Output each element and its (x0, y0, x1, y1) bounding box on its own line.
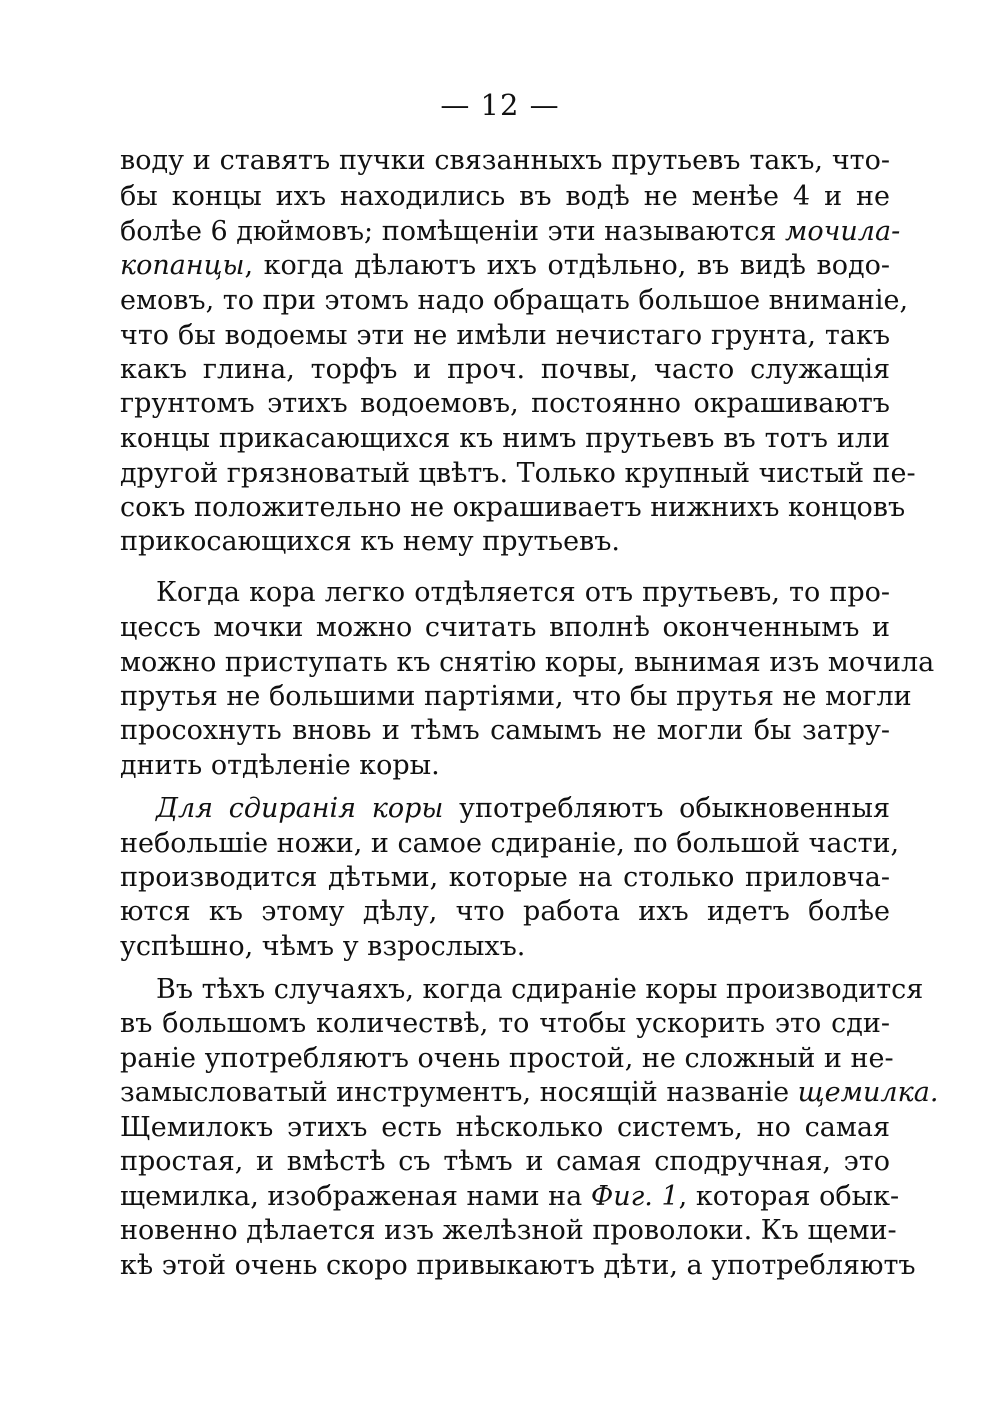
text-line: замысловатый инструментъ, носящій названіе щемилка. (120, 1077, 939, 1108)
text-line: простая, и вмѣстѣ съ тѣмъ и самая сподручная, это (120, 1146, 890, 1177)
term-mochila: мочила- (784, 216, 901, 247)
text-line: щемилка, изображеная нами на Фиг. 1, которая обык- (120, 1181, 900, 1212)
text-line: прутья не большими партіями, что бы прутья не могли (120, 681, 912, 712)
text-line: бы концы ихъ находились въ водѣ не менѣе 4 и не (120, 181, 890, 212)
text-line: просохнуть вновь и тѣмъ самымъ не могли бы затру- (120, 715, 890, 746)
term-kopantsy: копанцы (120, 250, 245, 281)
text-line: Въ тѣхъ случаяхъ, когда сдираніе коры производится (156, 974, 924, 1005)
text-line: Когда кора легко отдѣляется отъ прутьевъ, то про- (156, 577, 890, 608)
text-line: новенно дѣлается изъ желѣзной проволоки. Къ щеми- (120, 1215, 897, 1246)
text-line: успѣшно, чѣмъ у взрослыхъ. (120, 931, 526, 962)
text-line: небольшіе ножи, и самое сдираніе, по большой части, (120, 828, 900, 859)
text-line: кѣ этой очень скоро привыкаютъ дѣти, а употребляютъ (120, 1250, 916, 1281)
text-line: грунтомъ этихъ водоемовъ, постоянно окрашиваютъ (120, 388, 890, 419)
text-line: что бы водоемы эти не имѣли нечистаго грунта, такъ (120, 320, 890, 351)
text-line: Для сдиранія коры употребляютъ обыкновенныя (156, 793, 890, 824)
term-shchemilka: щемилка. (797, 1077, 939, 1108)
text-line: днить отдѣленіе коры. (120, 750, 440, 781)
text-line: ются къ этому дѣлу, что работа ихъ идетъ болѣе (120, 896, 890, 927)
text-line: сокъ положительно не окрашиваетъ нижнихъ концовъ (120, 492, 906, 523)
term-sdiranie-kory: Для сдиранія коры (156, 793, 444, 824)
text-line: Щемилокъ этихъ есть нѣсколько системъ, но самая (120, 1112, 890, 1143)
text-line: въ большомъ количествѣ, то чтобы ускорить это сди- (120, 1008, 890, 1039)
text-line: емовъ, то при этомъ надо обращать большое вниманіе, (120, 285, 909, 316)
text-line: концы прикасающихся къ нимъ прутьевъ въ тотъ или (120, 423, 890, 454)
text-line: воду и ставятъ пучки связанныхъ прутьевъ такъ, что- (120, 145, 890, 176)
text-line: какъ глина, торфъ и проч. почвы, часто служащія (120, 354, 890, 385)
text-line: раніе употребляютъ очень простой, не сложный и не- (120, 1043, 894, 1074)
text-line: производится дѣтьми, которые на столько приловча- (120, 862, 890, 893)
text-line: можно приступать къ снятію коры, вынимая изъ мочила (120, 647, 935, 678)
page-number: — 12 — (440, 88, 560, 122)
text-line: болѣе 6 дюймовъ; помѣщеніи эти называются мочила- (120, 216, 901, 247)
text-line: цессъ мочки можно считать вполнѣ оконченнымъ и (120, 612, 890, 643)
text-line: другой грязноватый цвѣтъ. Только крупный чистый пе- (120, 458, 916, 489)
text-line: копанцы, когда дѣлаютъ ихъ отдѣльно, въ видѣ водо- (120, 250, 890, 281)
text-line: прикосающихся къ нему прутьевъ. (120, 526, 621, 557)
figure-reference: Фиг. 1 (590, 1181, 679, 1212)
